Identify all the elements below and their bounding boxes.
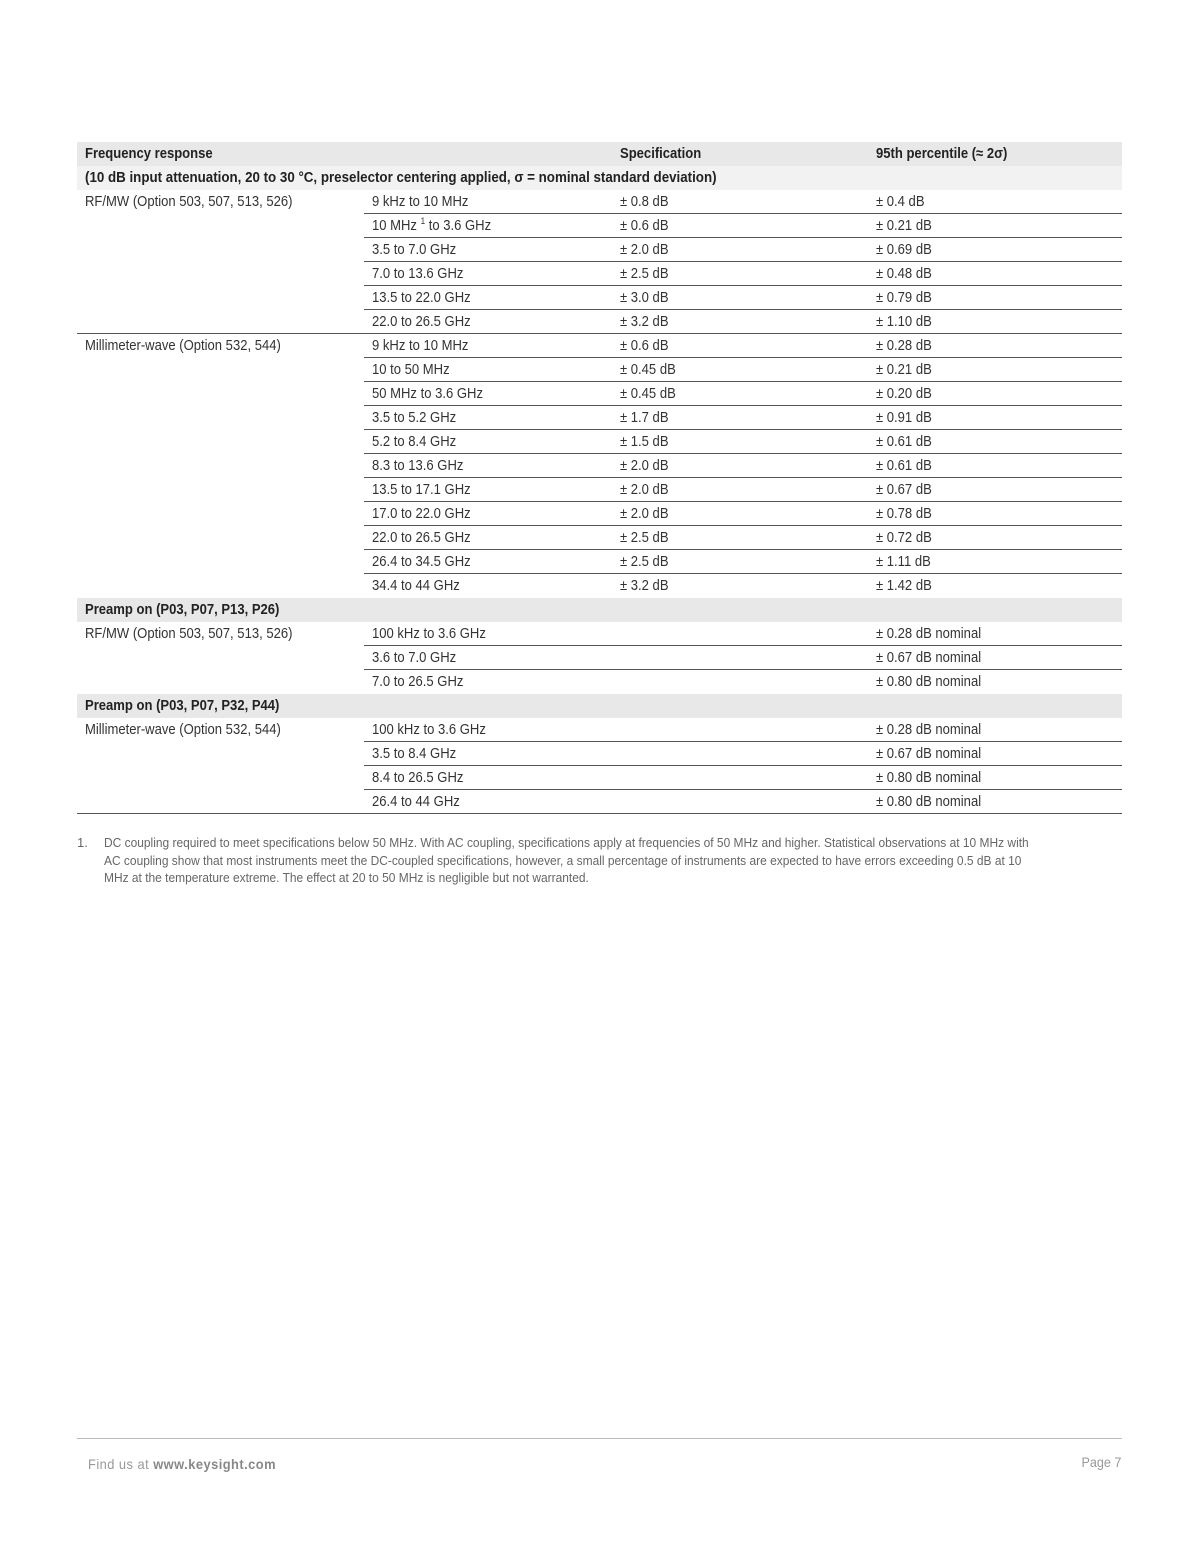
footnote-text: DC coupling required to meet specifications below 50 MHz. With AC coupling, specifications apply at frequencies of 50 MHz and higher. Statistical observations at 10 MHz with AC coupling show that most instruments meet the DC-coupled specifications, however, a small percentage of instruments are expected to have errors exceeding 0.5 dB at 10 MHz at the temperature extreme. The effect at 20 to 50 MHz is negligible but not warranted.: [104, 835, 1029, 885]
frequency-range: 7.0 to 26.5 GHz: [372, 674, 464, 690]
specification-value: ± 0.6 dB: [620, 338, 669, 354]
table-row: [77, 238, 1122, 262]
section-title: Preamp on (P03, P07, P32, P44): [85, 698, 280, 714]
frequency-range: 9 kHz to 10 MHz: [372, 194, 469, 210]
table-row: [77, 334, 1122, 358]
table-row: [77, 526, 1122, 550]
frequency-range: 17.0 to 22.0 GHz: [372, 506, 471, 522]
percentile-value: ± 0.80 dB nominal: [876, 794, 982, 810]
frequency-range: 8.4 to 26.5 GHz: [372, 770, 464, 786]
table-row: [77, 790, 1122, 814]
header-specification: Specification: [620, 146, 702, 162]
percentile-value: ± 0.61 dB: [876, 434, 932, 450]
specification-value: ± 0.8 dB: [620, 194, 669, 210]
frequency-range: 100 kHz to 3.6 GHz: [372, 626, 486, 642]
percentile-value: ± 1.42 dB: [876, 578, 932, 594]
header-frequency-response: Frequency response: [85, 146, 213, 162]
table-row: [77, 574, 1122, 598]
specification-value: ± 1.5 dB: [620, 434, 669, 450]
percentile-value: ± 0.61 dB: [876, 458, 932, 474]
frequency-range: 3.5 to 5.2 GHz: [372, 410, 457, 426]
find-us-label: Find us at: [88, 1456, 154, 1472]
section-header-row: [77, 598, 1122, 622]
specification-value: ± 0.45 dB: [620, 362, 676, 378]
frequency-range: 13.5 to 17.1 GHz: [372, 482, 471, 498]
group-label: Millimeter-wave (Option 532, 544): [85, 338, 281, 354]
specification-value: ± 0.6 dB: [620, 218, 669, 234]
frequency-range: 9 kHz to 10 MHz: [372, 338, 469, 354]
frequency-range: 7.0 to 13.6 GHz: [372, 266, 464, 282]
percentile-value: ± 0.72 dB: [876, 530, 932, 546]
frequency-range: 34.4 to 44 GHz: [372, 578, 460, 594]
frequency-range: 3.5 to 8.4 GHz: [372, 746, 457, 762]
frequency-range: 3.5 to 7.0 GHz: [372, 242, 457, 258]
table-row: [77, 670, 1122, 694]
section-title: Preamp on (P03, P07, P13, P26): [85, 602, 280, 618]
percentile-value: ± 0.4 dB: [876, 194, 925, 210]
table-row: [77, 406, 1122, 430]
table-row: [77, 742, 1122, 766]
specification-value: ± 1.7 dB: [620, 410, 669, 426]
frequency-range: 8.3 to 13.6 GHz: [372, 458, 464, 474]
table-row: [77, 430, 1122, 454]
specification-value: ± 0.45 dB: [620, 386, 676, 402]
frequency-range: 10 to 50 MHz: [372, 362, 450, 378]
table-row: [77, 502, 1122, 526]
frequency-range: 26.4 to 44 GHz: [372, 794, 460, 810]
percentile-value: ± 0.80 dB nominal: [876, 770, 982, 786]
footnote-ref: 1: [420, 216, 426, 226]
frequency-response-table: [77, 142, 1122, 814]
table-bottom-rule: [77, 813, 1122, 814]
percentile-value: ± 0.67 dB: [876, 482, 932, 498]
frequency-range: 22.0 to 26.5 GHz: [372, 314, 471, 330]
specification-value: ± 2.0 dB: [620, 482, 669, 498]
specification-value: ± 2.0 dB: [620, 458, 669, 474]
table-row: [77, 310, 1122, 334]
table-row: [77, 286, 1122, 310]
percentile-value: ± 0.69 dB: [876, 242, 932, 258]
table-row: [77, 454, 1122, 478]
footer-divider: [77, 1438, 1122, 1439]
specification-value: ± 3.0 dB: [620, 290, 669, 306]
table-row: [77, 766, 1122, 790]
specification-value: ± 2.0 dB: [620, 506, 669, 522]
frequency-range: [372, 214, 491, 238]
frequency-range: 13.5 to 22.0 GHz: [372, 290, 471, 306]
table-row: [77, 718, 1122, 742]
percentile-value: ± 0.91 dB: [876, 410, 932, 426]
page-number: Page 7: [1081, 1454, 1121, 1470]
percentile-value: ± 0.48 dB: [876, 266, 932, 282]
frequency-range: 26.4 to 34.5 GHz: [372, 554, 471, 570]
table-row: [77, 262, 1122, 286]
specification-value: ± 2.5 dB: [620, 266, 669, 282]
table-row: [77, 214, 1122, 238]
percentile-value: ± 1.11 dB: [876, 554, 931, 570]
frequency-range: 5.2 to 8.4 GHz: [372, 434, 457, 450]
frequency-range: 22.0 to 26.5 GHz: [372, 530, 471, 546]
header-95th-percentile: 95th percentile (≈ 2σ): [876, 146, 1008, 162]
frequency-range: 50 MHz to 3.6 GHz: [372, 386, 483, 402]
percentile-value: ± 0.21 dB: [876, 362, 932, 378]
table-row: [77, 190, 1122, 214]
percentile-value: ± 0.78 dB: [876, 506, 932, 522]
percentile-value: ± 1.10 dB: [876, 314, 932, 330]
percentile-value: ± 0.28 dB nominal: [876, 626, 982, 642]
group-label: RF/MW (Option 503, 507, 513, 526): [85, 626, 293, 642]
footer-find-us: [88, 1456, 276, 1472]
table-row: [77, 622, 1122, 646]
section-header-row: [77, 694, 1122, 718]
table-row: [77, 382, 1122, 406]
table-row: [77, 358, 1122, 382]
specification-value: ± 2.5 dB: [620, 530, 669, 546]
percentile-value: ± 0.28 dB nominal: [876, 722, 982, 738]
specification-value: ± 2.5 dB: [620, 554, 669, 570]
percentile-value: ± 0.67 dB nominal: [876, 746, 982, 762]
percentile-value: ± 0.67 dB nominal: [876, 650, 982, 666]
table-row: [77, 550, 1122, 574]
table-header-row: [77, 142, 1122, 166]
percentile-value: ± 0.28 dB: [876, 338, 932, 354]
conditions-text: (10 dB input attenuation, 20 to 30 °C, preselector centering applied, σ = nominal standard deviation): [85, 170, 717, 186]
specification-value: ± 3.2 dB: [620, 578, 669, 594]
table-row: [77, 646, 1122, 670]
percentile-value: ± 0.21 dB: [876, 218, 932, 234]
group-label: Millimeter-wave (Option 532, 544): [85, 722, 281, 738]
specification-value: ± 3.2 dB: [620, 314, 669, 330]
percentile-value: ± 0.79 dB: [876, 290, 932, 306]
conditions-row: [77, 166, 1122, 190]
table-row: [77, 478, 1122, 502]
frequency-range: 3.6 to 7.0 GHz: [372, 650, 457, 666]
specification-value: ± 2.0 dB: [620, 242, 669, 258]
frequency-range: 100 kHz to 3.6 GHz: [372, 722, 486, 738]
group-label: RF/MW (Option 503, 507, 513, 526): [85, 194, 293, 210]
range-start: 10 MHz: [372, 218, 417, 234]
percentile-value: ± 0.80 dB nominal: [876, 674, 982, 690]
percentile-value: ± 0.20 dB: [876, 386, 932, 402]
footnote-number: 1.: [77, 835, 88, 850]
website-link[interactable]: www.keysight.com: [153, 1456, 277, 1472]
range-end: to 3.6 GHz: [425, 218, 492, 234]
